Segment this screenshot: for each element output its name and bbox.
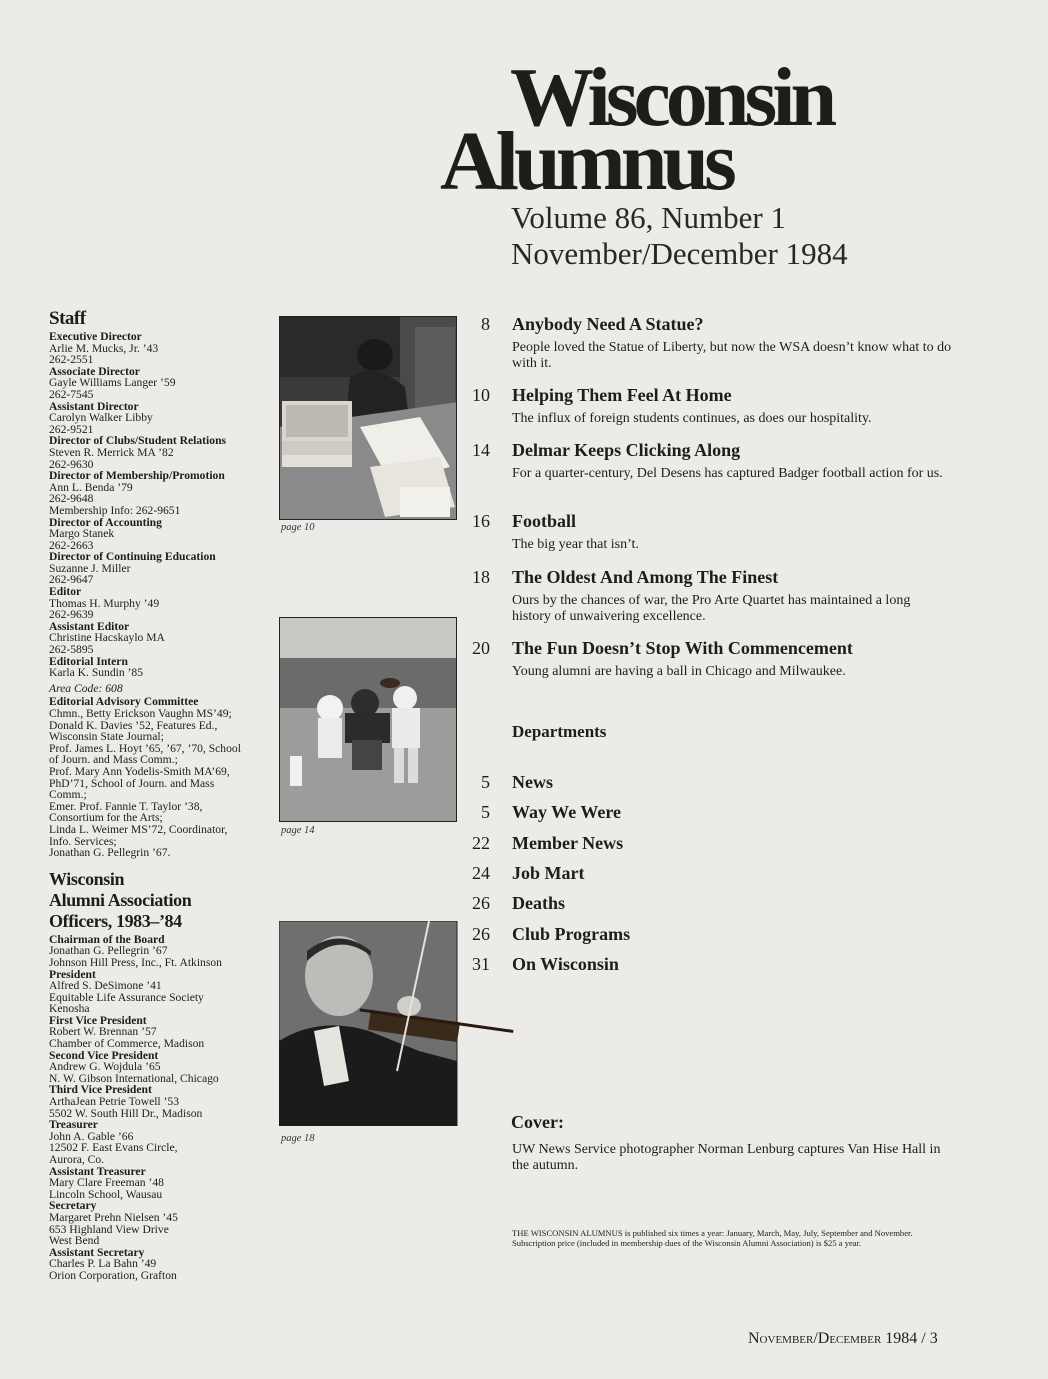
officers-heading-line: Alumni Association [49,889,192,910]
photo-football [279,617,457,822]
officer-line: 5502 W. South Hill Dr., Madison [49,1106,203,1120]
masthead-wisconsin: Wisconsin [510,51,833,144]
area-code: Area Code: 608 [49,681,123,695]
officers-list [49,934,264,1282]
staff-line: 262-9647 [49,573,94,587]
staff-line: Ann L. Benda ’79 [49,480,133,494]
departments-heading: Departments [512,722,607,741]
committee-line: Consortium for the Arts; [49,811,163,825]
staff-role: Assistant Editor [49,619,130,633]
caption-page10: page 10 [281,522,315,533]
committee-list [49,708,264,859]
staff-line: Arlie M. Mucks, Jr. ’43 [49,341,159,355]
officer-line: West Bend [49,1234,100,1248]
issue-date: November/December 1984 [511,236,848,271]
cover-text: UW News Service photographer Norman Lenburg captures Van Hise Hall in the autumn. [512,1142,941,1173]
issue-volume: Volume 86, Number 1 [511,200,786,235]
committee-line: Prof. Mary Ann Yodelis-Smith MA’69, [49,764,230,778]
toc-page-number: 8 [481,314,490,334]
staff-role: Associate Director [49,364,140,378]
officer-line: Equitable Life Assurance Society [49,990,204,1004]
committee-line: Linda L. Weimer MS’72, Coordinator, [49,822,228,836]
toc-description: The big year that isn’t. [512,537,639,552]
staff-line: 262-2663 [49,538,94,552]
department-item [466,954,766,978]
committee-role: Editorial Advisory Committee [49,695,199,709]
officer-role: President [49,967,96,981]
officers-heading-line: Officers, 1983–’84 [49,910,182,931]
toc-title: Helping Them Feel At Home [512,385,732,405]
staff-role: Executive Director [49,330,142,343]
department-item [466,833,766,857]
committee-line: Prof. James L. Hoyt ’65, ’67, ’70, School [49,741,241,755]
officer-line: Andrew G. Wojdula ’65 [49,1060,161,1074]
staff-role: Director of Clubs/Student Relations [49,434,227,448]
officers-heading [49,869,264,932]
officer-line: Aurora, Co. [49,1153,105,1166]
department-title: Job Mart [512,862,585,883]
officer-role: Secretary [49,1199,97,1213]
toc-page-number: 20 [472,638,490,658]
officer-line: 12502 F. East Evans Circle, [49,1141,178,1155]
toc-page-number: 10 [472,385,490,405]
staff-line: 262-5895 [49,643,94,657]
toc-description: People loved the Statue of Liberty, but now the WSA doesn’t know what to do with it. [512,340,952,371]
officer-role: Assistant Treasurer [49,1164,146,1178]
caption-page14: page 14 [281,825,315,836]
department-page-number: 31 [472,953,490,974]
toc-description: The influx of foreign students continues, as does our hospitality. [512,411,872,426]
committee-line: Jonathan G. Pellegrin ’67. [49,846,171,860]
staff-list [49,331,264,679]
staff-line: 262-9648 [49,492,94,506]
committee-line: PhD’71, School of Journ. and Mass [49,776,215,790]
masthead-sidebar [49,308,264,1282]
staff-line: 262-9630 [49,457,94,471]
staff-role: Assistant Director [49,399,139,413]
department-title: Deaths [512,893,565,914]
department-page-number: 22 [472,832,490,853]
staff-role: Editorial Intern [49,654,128,668]
staff-line: 262-9521 [49,422,94,436]
department-page-number: 26 [472,893,490,914]
toc-title: Delmar Keeps Clicking Along [512,440,741,460]
masthead-alumnus: Alumnus [440,115,732,208]
caption-page18: page 18 [281,1133,315,1144]
committee-line: Info. Services; [49,834,117,848]
committee-line: Comm.; [49,788,87,802]
officers-heading-line: Wisconsin [49,868,125,889]
officer-line: N. W. Gibson International, Chicago [49,1071,219,1085]
issue-info [511,200,848,272]
officer-line: Margaret Prehn Nielsen ’45 [49,1210,178,1224]
toc-description: Ours by the chances of war, the Pro Arte Quartet has maintained a long history of unwaivering excellence. [512,593,911,624]
department-title: On Wisconsin [512,953,619,974]
staff-role: Editor [49,585,82,599]
staff-line: 262-2551 [49,353,94,367]
photo-violinist [279,921,457,1126]
staff-line: Suzanne J. Miller [49,561,131,575]
staff-line: Gayle Williams Langer ’59 [49,376,176,390]
officer-line: Jonathan G. Pellegrin ’67 [49,944,168,958]
officer-line: Kenosha [49,1002,90,1016]
department-title: Way We Were [512,802,622,823]
department-page-number: 5 [481,802,490,823]
staff-line: Christine Hacskaylo MA [49,631,165,645]
officer-line: ArthaJean Petrie Towell ’53 [49,1095,180,1109]
staff-line: 262-9639 [49,608,94,622]
officer-line: Johnson Hill Press, Inc., Ft. Atkinson [49,955,222,969]
page-folio: November/December 1984 / 3 [748,1330,938,1347]
committee-line: of Journ. and Mass Comm.; [49,753,178,767]
toc-title: Anybody Need A Statue? [512,314,704,334]
department-page-number: 24 [472,862,490,883]
department-item [466,772,766,796]
officer-line: Chamber of Commerce, Madison [49,1037,205,1051]
staff-heading: Staff [49,308,86,329]
officer-line: Orion Corporation, Grafton [49,1268,177,1282]
staff-role: Director of Membership/Promotion [49,469,225,483]
department-title: Club Programs [512,923,631,944]
department-item [466,802,766,826]
cover-heading: Cover: [511,1112,564,1132]
toc-page-number: 18 [472,567,490,587]
toc-title: The Fun Doesn’t Stop With Commencement [512,638,853,658]
publication-notice: THE WISCONSIN ALUMNUS is published six times a year: January, March, May, July, September and November. Subscription price (included in membership dues of the Wisconsin Alumni Association) is $25 a year. [512,1228,913,1248]
officer-role: Chairman of the Board [49,932,165,946]
toc-title: The Oldest And Among The Finest [512,567,779,587]
department-item [466,893,766,917]
officer-line: John A. Gable ’66 [49,1129,134,1143]
officer-role: Treasurer [49,1118,98,1132]
staff-line: Carolyn Walker Libby [49,411,153,425]
officer-line: 653 Highland View Drive [49,1222,169,1236]
officer-role: Third Vice President [49,1083,152,1097]
masthead [440,51,890,208]
staff-line: Membership Info: 262-9651 [49,503,181,517]
officer-role: Assistant Secretary [49,1245,145,1259]
toc-page-number: 14 [472,440,490,460]
staff-role: Director of Accounting [49,515,162,529]
staff-line: 262-7545 [49,387,94,401]
toc-description: For a quarter-century, Del Desens has captured Badger football action for us. [512,466,943,481]
officer-role: First Vice President [49,1013,147,1027]
department-item [466,863,766,887]
department-title: News [512,772,553,792]
staff-line: Karla K. Sundin ’85 [49,666,144,680]
committee-line: Emer. Prof. Fannie T. Taylor ’38, [49,799,203,813]
department-item [466,924,766,948]
department-page-number: 5 [481,772,490,792]
officer-line: Charles P. La Bahn ’49 [49,1257,157,1271]
officer-line: Robert W. Brennan ’57 [49,1025,157,1039]
department-title: Member News [512,832,624,853]
staff-role: Director of Continuing Education [49,550,216,564]
committee-line: Wisconsin State Journal; [49,730,164,744]
toc-title: Football [512,511,577,531]
officer-line: Alfred S. DeSimone ’41 [49,979,162,993]
photo-student [279,316,457,520]
officer-role: Second Vice President [49,1048,159,1062]
officer-line: Mary Clare Freeman ’48 [49,1176,164,1190]
committee-line: Donald K. Davies ’52, Features Ed., [49,718,218,732]
toc-page-number: 16 [472,511,490,531]
staff-line: Thomas H. Murphy ’49 [49,596,160,610]
committee-line: Chmn., Betty Erickson Vaughn MS’49; [49,707,232,720]
toc-description: Young alumni are having a ball in Chicago and Milwaukee. [512,664,846,679]
staff-line: Steven R. Merrick MA ’82 [49,445,174,459]
department-page-number: 26 [472,923,490,944]
officer-line: Lincoln School, Wausau [49,1187,163,1201]
staff-line: Margo Stanek [49,527,115,541]
